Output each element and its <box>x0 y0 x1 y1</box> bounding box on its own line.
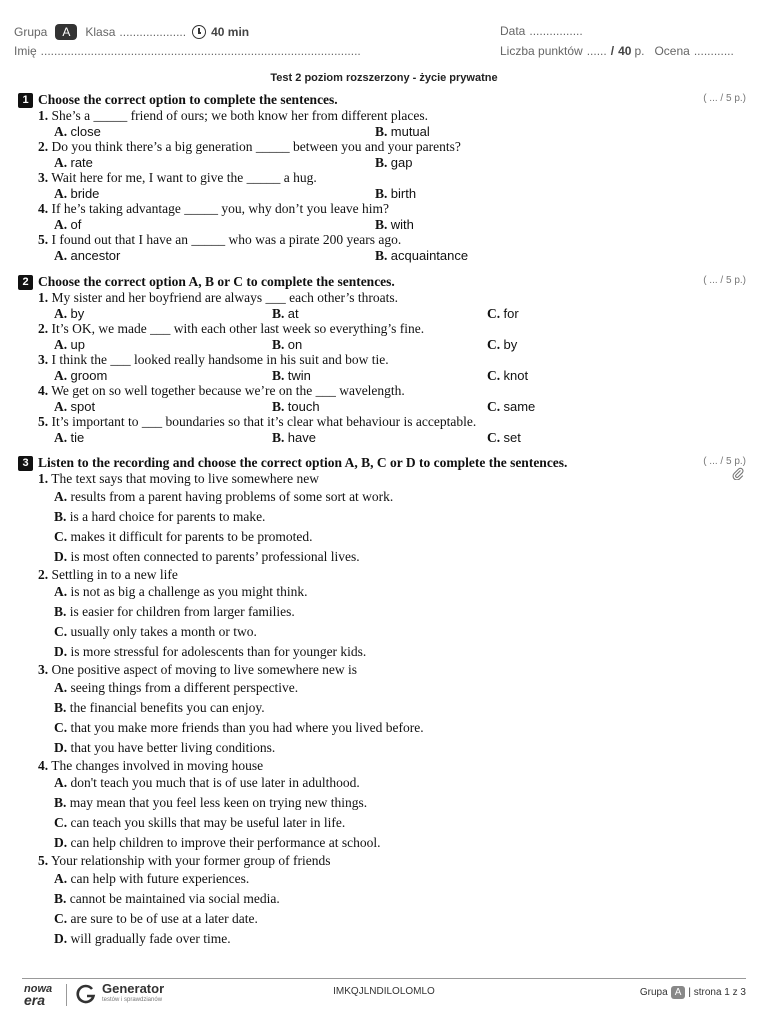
option-b[interactable] <box>272 337 302 353</box>
question-text: We get on so well together because we’re on the ___ wavelength. <box>51 383 405 398</box>
option-letter: B. <box>54 890 67 906</box>
class-label: Klasa <box>85 25 116 39</box>
question-number: 4. <box>38 201 49 216</box>
option-text: acquaintance <box>390 247 469 263</box>
date-field[interactable]: ................ <box>529 24 583 38</box>
option-letter: B. <box>375 154 388 170</box>
option-a[interactable] <box>18 582 746 602</box>
exercise-instruction: Choose the correct option to complete the sentences. <box>38 92 338 107</box>
option-d[interactable] <box>18 929 746 949</box>
option-a[interactable] <box>54 217 81 233</box>
option-text: is a hard choice for parents to make. <box>69 508 266 524</box>
option-text: touch <box>287 398 320 414</box>
options-row <box>18 368 746 384</box>
option-text: is not as big a challenge as you might think. <box>70 584 308 599</box>
option-letter: C. <box>487 336 501 352</box>
option-letter: C. <box>54 815 68 830</box>
option-text: is most often connected to parents’ professional lives. <box>70 548 360 564</box>
option-text: with <box>390 216 414 232</box>
question <box>18 662 746 678</box>
option-letter: A. <box>54 679 68 695</box>
option-a[interactable] <box>54 248 120 264</box>
option-a[interactable] <box>54 306 84 322</box>
option-a[interactable] <box>54 155 93 171</box>
question-list <box>18 108 746 263</box>
option-letter: B. <box>272 398 285 414</box>
question-text: The text says that moving to live somewhere new <box>51 471 319 486</box>
option-text: don't teach you much that is of use later in adulthood. <box>70 775 360 790</box>
option-text: spot <box>70 398 96 414</box>
option-text: is easier for children from larger families. <box>69 604 295 619</box>
option-letter: B. <box>54 604 67 619</box>
exercise-number: 2 <box>18 275 33 290</box>
option-letter: A. <box>54 429 68 445</box>
class-field[interactable]: .................... <box>119 25 187 39</box>
options-row <box>18 124 746 140</box>
option-letter: A. <box>54 123 68 139</box>
option-letter: B. <box>375 185 388 201</box>
option-letter: A. <box>54 305 68 321</box>
option-text: birth <box>390 185 417 201</box>
exercise-3 <box>18 455 746 949</box>
name-label: Imię <box>14 44 37 58</box>
logo-generator-sub: testów i sprawdzianów <box>102 997 163 1003</box>
points-row <box>500 44 734 58</box>
option-c[interactable] <box>487 337 517 353</box>
option-b[interactable] <box>272 306 299 322</box>
clock-icon <box>192 25 206 39</box>
option-a[interactable] <box>54 124 101 140</box>
option-text: that you have better living conditions. <box>70 739 276 755</box>
question-text: It’s important to ___ boundaries so that it’s clear what behaviour is acceptable. <box>51 414 477 429</box>
option-text: can teach you skills that may be useful later in life. <box>70 815 346 830</box>
question <box>18 414 746 430</box>
option-d[interactable] <box>18 738 746 758</box>
grade-field[interactable]: ............ <box>693 44 734 58</box>
option-letter: B. <box>375 247 388 263</box>
footer-divider <box>22 978 746 979</box>
option-letter: A. <box>54 154 68 170</box>
option-a[interactable] <box>18 487 746 507</box>
option-letter: B. <box>272 429 285 445</box>
date-label: Data <box>500 24 526 38</box>
option-text: ancestor <box>70 247 121 263</box>
option-text: seeing things from a different perspective. <box>70 679 299 695</box>
option-letter: C. <box>487 398 501 414</box>
test-code: IMKQJLNDILOLOMLO <box>333 986 435 997</box>
option-text: may mean that you feel less keen on trying new things. <box>69 795 368 810</box>
question-number: 5. <box>38 414 49 429</box>
option-b[interactable] <box>272 368 311 384</box>
option-b[interactable] <box>375 217 414 233</box>
option-b[interactable] <box>375 248 468 264</box>
option-a[interactable] <box>18 773 746 793</box>
question <box>18 383 746 399</box>
option-text: can help children to improve their performance at school. <box>70 835 381 850</box>
question-text: Settling in to a new life <box>51 566 178 582</box>
question-text: I found out that I have an _____ who was a pirate 200 years ago. <box>51 232 402 247</box>
option-letter: A. <box>54 775 68 790</box>
option-text: set <box>503 429 521 445</box>
option-letter: C. <box>487 305 501 321</box>
option-b[interactable] <box>18 889 746 909</box>
option-text: at <box>287 305 299 321</box>
option-b[interactable] <box>375 155 412 171</box>
option-letter: D. <box>54 739 68 755</box>
option-text: twin <box>287 367 311 383</box>
option-b[interactable] <box>375 186 416 202</box>
exercise-1-header <box>18 92 746 108</box>
option-letter: A. <box>54 398 68 414</box>
option-letter: A. <box>54 216 68 232</box>
option-letter: C. <box>487 367 501 383</box>
options-row <box>18 337 746 353</box>
option-letter: A. <box>54 870 68 886</box>
option-text: mutual <box>390 123 430 139</box>
option-text: are sure to be of use at a later date. <box>70 910 258 926</box>
question-text: One positive aspect of moving to live somewhere new is <box>51 662 358 677</box>
name-field[interactable]: ................................................................................................ <box>40 44 361 58</box>
option-letter: C. <box>54 719 68 735</box>
option-text: knot <box>503 367 529 383</box>
question-text: I think the ___ looked really handsome in his suit and bow tie. <box>51 352 389 367</box>
question <box>18 232 746 248</box>
option-text: up <box>70 336 85 352</box>
option-text: makes it difficult for parents to be promoted. <box>70 528 313 544</box>
option-a[interactable] <box>54 399 95 415</box>
question-number: 5. <box>38 853 49 868</box>
option-a[interactable] <box>54 337 85 353</box>
exercise-2 <box>18 274 746 445</box>
option-c[interactable] <box>487 368 528 384</box>
options-row <box>18 399 746 415</box>
option-b[interactable] <box>272 430 316 446</box>
page-number: | strona 1 z 3 <box>688 987 746 998</box>
question <box>18 471 746 487</box>
option-text: by <box>503 336 518 352</box>
question-text: My sister and her boyfriend are always ___ each other’s throats. <box>51 290 399 305</box>
option-text: bride <box>70 185 100 201</box>
question-text: The changes involved in moving house <box>51 757 264 773</box>
option-b[interactable] <box>18 507 746 527</box>
option-letter: B. <box>54 795 67 810</box>
question-text: Wait here for me, I want to give the _____ a hug. <box>51 170 317 185</box>
option-b[interactable] <box>18 698 746 718</box>
exercise-instruction: Listen to the recording and choose the correct option A, B, C or D to complete the sentences. <box>38 455 568 470</box>
option-text: of <box>70 216 82 232</box>
footer-group-label: Grupa <box>639 987 668 998</box>
option-letter: B. <box>272 305 285 321</box>
option-text: the financial benefits you can enjoy. <box>69 699 265 715</box>
option-letter: A. <box>54 584 68 599</box>
option-d[interactable] <box>18 642 746 662</box>
question <box>18 567 746 583</box>
option-letter: B. <box>272 336 285 352</box>
option-b[interactable] <box>375 124 430 140</box>
option-letter: A. <box>54 367 68 383</box>
question-list <box>18 290 746 445</box>
option-b[interactable] <box>18 602 746 622</box>
option-d[interactable] <box>18 833 746 853</box>
exercise-instruction: Choose the correct option A, B or C to complete the sentences. <box>38 274 395 289</box>
page-indicator <box>640 986 746 999</box>
options-row <box>18 217 746 233</box>
question-number: 1. <box>38 290 49 305</box>
group-badge: A <box>55 24 77 40</box>
attachment-icon[interactable] <box>732 467 744 484</box>
option-c[interactable] <box>18 813 746 833</box>
option-text: rate <box>70 154 93 170</box>
question <box>18 758 746 774</box>
option-letter: A. <box>54 247 68 263</box>
header <box>14 24 746 64</box>
option-letter: D. <box>54 548 68 564</box>
date-row <box>500 24 583 38</box>
options-row <box>18 248 746 264</box>
question-number: 4. <box>38 383 49 398</box>
option-letter: D. <box>54 930 68 946</box>
question-text: Do you think there’s a big generation _____ between you and your parents? <box>51 139 461 154</box>
option-a[interactable] <box>54 186 99 202</box>
question-number: 3. <box>38 662 49 677</box>
option-letter: D. <box>54 835 68 850</box>
option-letter: A. <box>54 185 68 201</box>
points-sep: / <box>610 44 615 58</box>
options-row <box>18 186 746 202</box>
option-text: groom <box>70 367 108 383</box>
points-total: 40 <box>618 44 632 58</box>
option-text: is more stressful for adolescents than for younger kids. <box>70 644 367 659</box>
logo-era-text: era <box>24 992 46 1008</box>
option-b[interactable] <box>272 399 320 415</box>
option-c[interactable] <box>18 909 746 929</box>
option-a[interactable] <box>54 430 84 446</box>
question-number: 1. <box>38 471 49 486</box>
option-letter: B. <box>272 367 285 383</box>
options-row <box>18 430 746 446</box>
option-d[interactable] <box>18 547 746 567</box>
option-letter: C. <box>54 624 68 639</box>
name-row <box>14 44 361 58</box>
question <box>18 290 746 306</box>
options-row <box>18 155 746 171</box>
option-letter: B. <box>375 123 388 139</box>
question-number: 1. <box>38 108 49 123</box>
question <box>18 853 746 869</box>
option-c[interactable] <box>487 430 521 446</box>
question-list <box>18 471 746 949</box>
option-letter: D. <box>54 644 68 659</box>
grade-label: Ocena <box>654 44 690 58</box>
option-text: that you make more friends than you had where you lived before. <box>70 719 424 735</box>
points-unit: p. <box>634 44 645 58</box>
question-text: If he’s taking advantage _____ you, why don’t you leave him? <box>51 201 390 216</box>
logo-generator-name: Generator <box>102 981 165 996</box>
exercise-1 <box>18 92 746 263</box>
question-text: She’s a _____ friend of ours; we both know her from different places. <box>51 108 429 123</box>
question <box>18 108 746 124</box>
option-text: tie <box>70 429 85 445</box>
option-text: have <box>287 429 316 445</box>
option-c[interactable] <box>18 527 746 547</box>
question <box>18 170 746 186</box>
option-a[interactable] <box>18 678 746 698</box>
option-c[interactable] <box>487 399 535 415</box>
points-label: Liczba punktów <box>500 44 583 58</box>
option-letter: C. <box>54 528 68 544</box>
option-letter: C. <box>54 910 68 926</box>
exercise-2-header <box>18 274 746 290</box>
question-number: 3. <box>38 352 49 367</box>
option-text: close <box>70 123 101 139</box>
exercise-points: ( ... / 5 p.) <box>703 93 746 104</box>
option-text: will gradually fade over time. <box>70 930 231 946</box>
option-text: usually only takes a month or two. <box>70 624 257 639</box>
option-text: same <box>503 398 536 414</box>
question <box>18 139 746 155</box>
footer-group-badge: A <box>671 986 686 999</box>
option-a[interactable] <box>18 869 746 889</box>
option-text: gap <box>390 154 413 170</box>
question <box>18 352 746 368</box>
question-number: 2. <box>38 566 49 582</box>
option-text: for <box>503 305 519 321</box>
test-title: Test 2 poziom rozszerzony - życie prywatne <box>270 72 498 84</box>
option-letter: B. <box>54 508 67 524</box>
question-number: 2. <box>38 139 49 154</box>
exercise-3-header <box>18 455 746 471</box>
option-c[interactable] <box>487 306 519 322</box>
question-number: 4. <box>38 757 49 773</box>
exercise-number: 3 <box>18 456 33 471</box>
option-text: by <box>70 305 85 321</box>
option-b[interactable] <box>18 793 746 813</box>
options-row <box>18 306 746 322</box>
question-number: 2. <box>38 321 49 336</box>
time-limit: 40 min <box>211 25 250 39</box>
option-letter: B. <box>375 216 388 232</box>
question <box>18 201 746 217</box>
option-letter: A. <box>54 488 68 504</box>
footer <box>22 982 746 1012</box>
option-text: cannot be maintained via social media. <box>69 890 280 906</box>
option-text: on <box>287 336 303 352</box>
group-class-row <box>14 24 249 40</box>
option-c[interactable] <box>18 622 746 642</box>
exercise-points: ( ... / 5 p.) <box>703 456 746 467</box>
option-letter: C. <box>487 429 501 445</box>
group-label: Grupa <box>14 25 48 39</box>
logo-nowa-text: nowa <box>24 983 53 995</box>
option-c[interactable] <box>18 718 746 738</box>
option-a[interactable] <box>54 368 107 384</box>
question <box>18 321 746 337</box>
option-letter: A. <box>54 336 68 352</box>
option-text: results from a parent having problems of some sort at work. <box>70 488 394 504</box>
question-text: Your relationship with your former group of friends <box>51 853 331 868</box>
option-letter: B. <box>54 699 67 715</box>
question-number: 5. <box>38 232 49 247</box>
option-text: can help with future experiences. <box>70 870 250 886</box>
points-field[interactable]: ...... <box>586 44 607 58</box>
exercise-points: ( ... / 5 p.) <box>703 275 746 286</box>
question-number: 3. <box>38 170 49 185</box>
exercise-number: 1 <box>18 93 33 108</box>
question-text: It’s OK, we made ___ with each other last week so everything’s fine. <box>51 321 425 336</box>
